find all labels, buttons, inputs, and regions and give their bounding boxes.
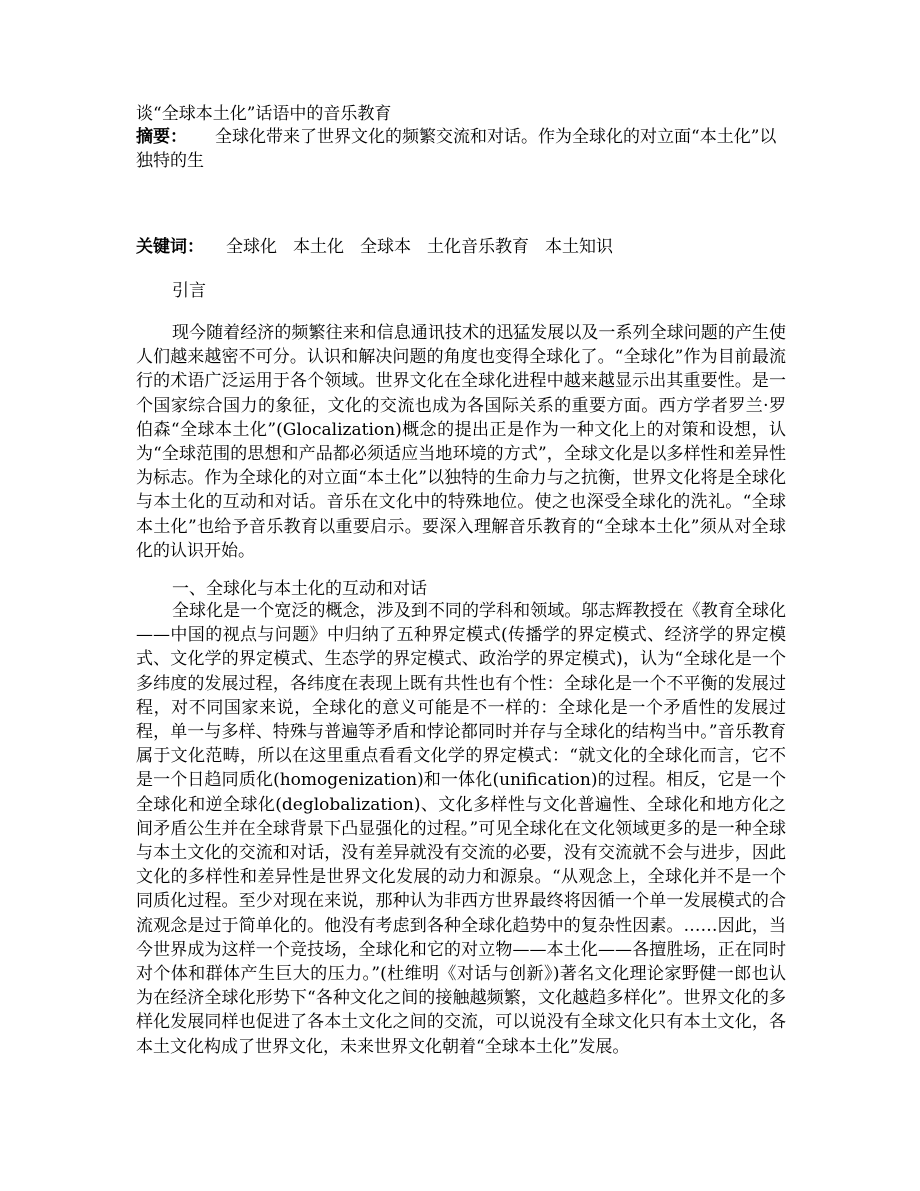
keyword: 土化音乐教育 xyxy=(427,237,529,257)
keywords-line xyxy=(136,235,786,259)
intro-paragraph: 现今随着经济的频繁往来和信息通讯技术的迅猛发展以及一系列全球问题的产生使人们越来越密不可分。认识和解决问题的角度也变得全球化了。“全球化”作为目前最流行的术语广泛运用于各个领域。世界文化在全球化进程中越来越显示出其重要性。是一个国家综合国力的象征，文化的交流也成为各国际关系的重要方面。西方学者罗兰·罗伯森“全球本土化”(Glocalization)概念的提出正是作为一种文化上的对策和设想，认为“全球范围的思想和产品都必须适应当地环境的方式”，全球文化是以多样性和差异性为标志。作为全球化的对立面“本土化”以独特的生命力与之抗衡，世界文化将是全球化与本土化的互动和对话。音乐在文化中的特殊地位。使之也深受全球化的洗礼。“全球本土化”也给予音乐教育以重要启示。要深入理解音乐教育的“全球本土化”须从对全球化的认识开始。 xyxy=(136,323,786,561)
document-title: 谈“全球本土化”话语中的音乐教育 xyxy=(136,104,392,124)
section-paragraph: 全球化是一个宽泛的概念，涉及到不同的学科和领域。邬志辉教授在《教育全球化——中国的视点与问题》中归纳了五种界定模式(传播学的界定模式、经济学的界定模式、文化学的界定模式、生态学的界定模式、政治学的界定模式)，认为“全球化是一个多纬度的发展过程，各纬度在表现上既有共性也有个性：全球化是一个不平衡的发展过程，对不同国家来说，全球化的意义可能是不一样的：全球化是一个矛盾性的发展过程，单一与多样、特殊与普遍等矛盾和悖论都同时并存与全球化的结构当中。”音乐教育属于文化范畴，所以在这里重点看看文化学的界定模式：“就文化的全球化而言，它不是一个日趋同质化(homogenization)和一体化(unification)的过程。相反，它是一个全球化和逆全球化(deglobalization)、文化多样性与文化普遍性、全球化和地方化之间矛盾公生并在全球背景下凸显强化的过程。”可见全球化在文化领域更多的是一种全球与本土文化的交流和对话，没有差异就没有交流的必要，没有交流就不会与进步，因此文化的多样性和差异性是世界文化发展的动力和源泉。“从观念上，全球化并不是一个同质化过程。至少对现在来说，那种认为非西方世界最终将因循一个单一发展模式的合流观念是过于简单化的。他没有考虑到各种全球化趋势中的复杂性因素。……因此，当今世界成为这样一个竞技场，全球化和它的对立物——本土化——各擅胜场，正在同时对个体和群体产生巨大的压力。”(杜维明《对话与创新》)著名文化理论家野健一郎也认为在经济全球化形势下“各种文化之间的接触越频繁，文化越趋多样化”。世界文化的多样化发展同样也促进了各本土文化之间的交流，可以说没有全球文化只有本土文化，各本土文化构成了世界文化，未来世界文化朝着“全球本土化”发展。 xyxy=(136,601,786,1057)
abstract xyxy=(136,125,786,173)
section-heading: 一、全球化与本土化的互动和对话 xyxy=(172,579,427,599)
abstract-label: 摘要： xyxy=(136,127,187,147)
document-page xyxy=(136,103,786,1057)
intro-heading: 引言 xyxy=(172,281,206,301)
keyword: 本土知识 xyxy=(545,237,613,257)
keyword: 全球化 xyxy=(226,237,277,257)
keywords-label: 关键词： xyxy=(136,237,204,257)
keyword: 全球本 xyxy=(360,237,411,257)
keyword: 本土化 xyxy=(293,237,344,257)
abstract-text: 全球化带来了世界文化的频繁交流和对话。作为全球化的对立面“本土化”以独特的生 xyxy=(136,127,777,171)
